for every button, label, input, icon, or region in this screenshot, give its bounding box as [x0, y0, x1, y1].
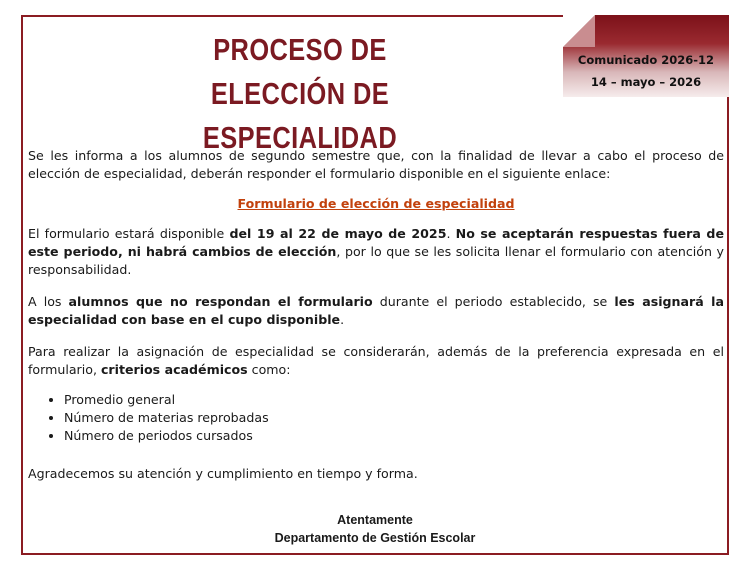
- communique-date: 14 – mayo – 2026: [590, 75, 702, 89]
- page-title: [144, 28, 456, 160]
- no-response-bold-1: alumnos que no respondan el formulario: [68, 294, 373, 309]
- tag-fold-corner: [563, 15, 595, 47]
- signature-department: Departamento de Gestión Escolar: [274, 531, 476, 545]
- communique-tag: [563, 15, 729, 97]
- availability-paragraph: [28, 225, 724, 279]
- no-response-text-1: A los: [28, 294, 69, 309]
- no-response-text-3: .: [340, 312, 345, 327]
- title-line-2: ESPECIALIDAD: [202, 120, 398, 155]
- availability-text-2: .: [446, 226, 456, 241]
- signature-closing: Atentamente: [337, 513, 413, 527]
- list-item: • Número de materias reprobadas: [64, 409, 724, 427]
- document-body: [28, 147, 724, 483]
- form-link-wrap: [28, 195, 724, 213]
- communique-number: Comunicado 2026-12: [577, 53, 715, 67]
- availability-text-1: El formulario estará disponible: [28, 226, 230, 241]
- list-item: • Número de periodos cursados: [64, 427, 724, 445]
- criteria-intro-text-2: como:: [247, 362, 291, 377]
- list-item: • Promedio general: [64, 391, 724, 409]
- availability-text-3: , por lo que se les solicita llenar el formulario con atención y responsabilidad.: [28, 244, 724, 277]
- criteria-intro-text-1: Para realizar la asignación de especialidad se considerarán, además de la preferencia expresada en el formulario,: [28, 344, 724, 377]
- no-response-paragraph: [28, 293, 724, 329]
- availability-warning: No se aceptarán respuestas fuera de este periodo, ni habrá cambios de elección: [28, 226, 724, 259]
- no-response-text-2: durante el periodo establecido, se: [372, 294, 615, 309]
- signature-block: [220, 511, 530, 547]
- criteria-intro-bold: criterios académicos: [100, 362, 248, 377]
- criteria-intro-paragraph: [28, 343, 724, 379]
- no-response-bold-2: les asignará la especialidad con base en el cupo disponible: [28, 294, 724, 327]
- form-link[interactable]: Formulario de elección de especialidad: [237, 196, 515, 211]
- title-line-1: PROCESO DE ELECCIÓN DE: [210, 32, 390, 111]
- intro-paragraph: Se les informa a los alumnos de segundo semestre que, con la finalidad de llevar a cabo el proceso de elección de especialidad, deberán responder el formulario disponible en el siguiente enlace:: [28, 148, 724, 181]
- criteria-list: [28, 391, 724, 445]
- thanks-paragraph: Agradecemos su atención y cumplimiento en tiempo y forma.: [28, 466, 418, 481]
- availability-dates: del 19 al 22 de mayo de 2025: [229, 226, 447, 241]
